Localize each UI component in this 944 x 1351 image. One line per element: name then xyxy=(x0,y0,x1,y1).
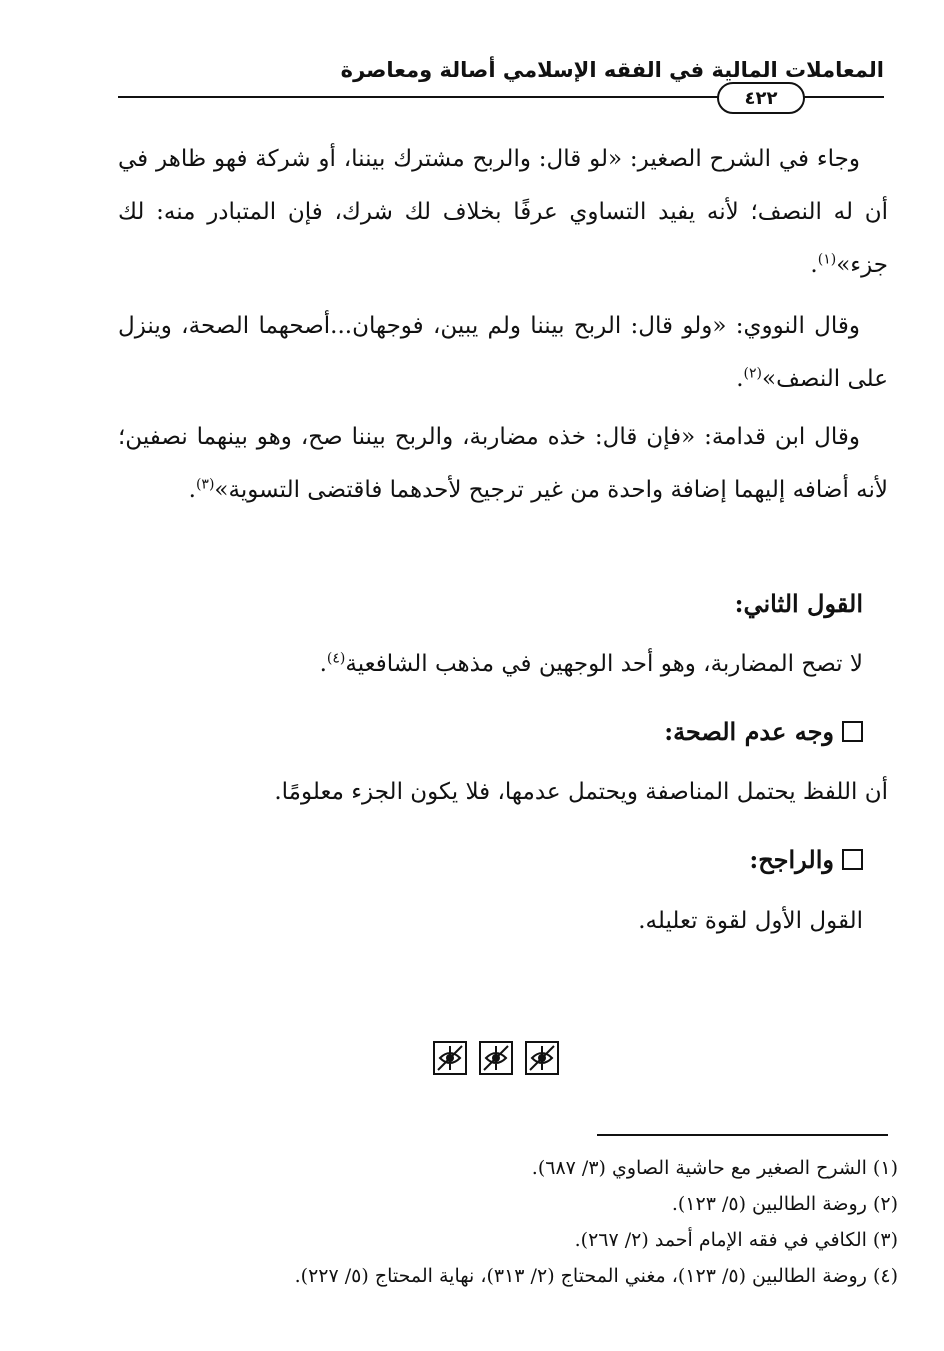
checkbox-square-icon xyxy=(842,849,863,870)
footnote-item: (٣) الكافي في فقه الإمام أحمد (٢/ ٢٦٧). xyxy=(574,1229,898,1251)
floral-ornament-icon xyxy=(432,1040,468,1076)
section-ornament xyxy=(432,1040,560,1080)
footnote-item: (١) الشرح الصغير مع حاشية الصاوي (٣/ ٦٨٧). xyxy=(531,1157,898,1179)
second-opinion-heading: القول الثاني: xyxy=(734,589,863,618)
second-opinion-text: لا تصح المضاربة، وهو أحد الوجهين في مذهب الشافعية$^{(٤)}$. xyxy=(319,650,863,677)
footnotes xyxy=(118,1150,898,1294)
footnote-rule xyxy=(597,1134,888,1136)
paragraph-nawawi: وقال النووي: «ولو قال: الربح بيننا ولم يبين، فوجهان...أصحهما الصحة، وينزل على النصف»$^{(٢)}$. xyxy=(118,313,888,392)
floral-ornament-icon xyxy=(478,1040,514,1076)
preferred-text: القول الأول لقوة تعليله. xyxy=(638,908,863,934)
floral-ornament-icon xyxy=(524,1040,560,1076)
paragraph-text: وجاء في الشرح الصغير: «لو قال: والربح مشترك بيننا، أو شركة فهو ظاهر في أن له النصف؛ لأنه يفيد التساوي عرفًا بخلاف لك شرك، فإن المتبادر منه: لك جزء» xyxy=(118,146,888,278)
paragraph-ibn-qudama: وقال ابن قدامة: «فإن قال: خذه مضاربة، والربح بيننا صح، وهو بينهما نصفين؛ لأنه أضافه إليهما إضافة واحدة من غير ترجيح لأحدهما فاقتضى التسوية»$^{(٣)}$. xyxy=(118,424,888,503)
paragraph-text: لا تصح المضاربة، وهو أحد الوجهين في مذهب الشافعية xyxy=(345,651,863,677)
footnote-ref: (٤) xyxy=(326,650,346,667)
page-number: ٤٢٢ xyxy=(717,82,805,114)
footnote-ref: (١) xyxy=(817,251,837,268)
footnote-item: (٤) روضة الطالبين (٥/ ١٢٣)، مغني المحتاج (٢/ ٣١٣)، نهاية المحتاج (٥/ ٢٢٧). xyxy=(294,1265,898,1287)
heading-text: والراجح: xyxy=(749,845,834,874)
running-title: المعاملات المالية في الفقه الإسلامي أصالة ومعاصرة xyxy=(340,58,884,82)
paragraph-sharh-saghir: وجاء في الشرح الصغير: «لو قال: والربح مشترك بيننا، أو شركة فهو ظاهر في أن له النصف؛ لأنه يفيد التساوي عرفًا بخلاف لك شرك، فإن المتبادر منه: لك جزء»$^{(١)}$. xyxy=(118,146,888,278)
paragraph-text: وقال ابن قدامة: «فإن قال: خذه مضاربة، والربح بيننا صح، وهو بينهما نصفين؛ لأنه أضافه إليهما إضافة واحدة من غير ترجيح لأحدهما فاقتضى التسوية» xyxy=(118,424,888,503)
paragraph-text: وقال النووي: «ولو قال: الربح بيننا ولم يبين، فوجهان...أصحهما الصحة، وينزل على النصف» xyxy=(118,313,888,392)
preferred-heading xyxy=(118,840,863,880)
checkbox-square-icon xyxy=(842,721,863,742)
footnote-item: (٢) روضة الطالبين (٥/ ١٢٣). xyxy=(671,1193,898,1215)
invalidity-text: أن اللفظ يحتمل المناصفة ويحتمل عدمها، فلا يكون الجزء معلومًا. xyxy=(274,779,888,805)
invalidity-heading xyxy=(118,712,863,752)
footnote-ref: (٣) xyxy=(195,476,215,493)
heading-text: وجه عدم الصحة: xyxy=(664,717,834,746)
footnote-ref: (٢) xyxy=(743,365,763,382)
